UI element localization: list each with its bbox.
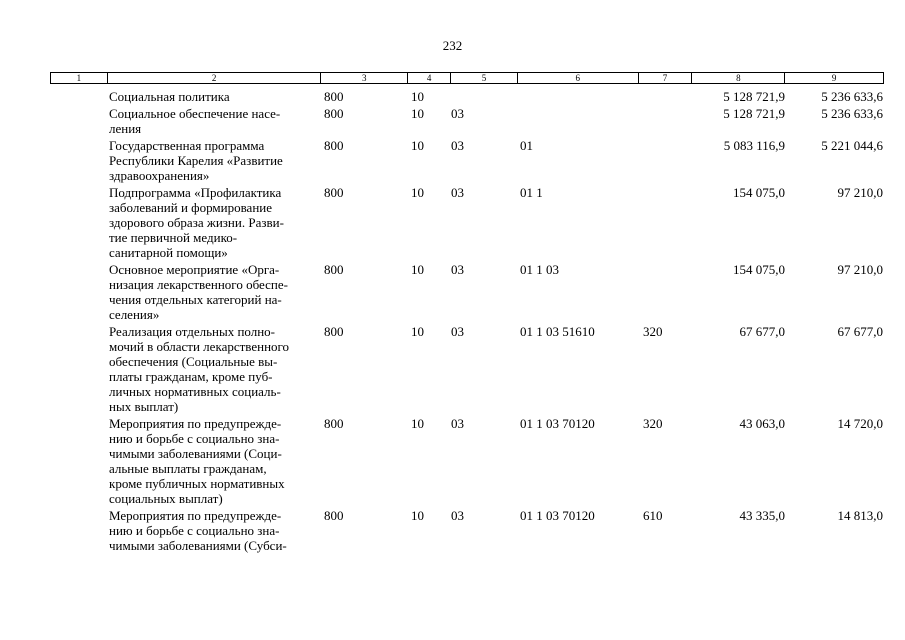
- row-c8: 43 063,0: [739, 416, 785, 431]
- row-c8: 43 335,0: [739, 508, 785, 523]
- header-col-6: 6: [518, 73, 639, 83]
- row-c3: 800: [324, 89, 344, 104]
- table-body: [50, 89, 884, 555]
- row-name-line: нию и борьбе с социально зна-: [109, 431, 280, 446]
- row-name-line: Мероприятия по предупрежде-: [109, 416, 282, 431]
- row-name: [50, 89, 321, 104]
- row-c7: 320: [643, 324, 663, 339]
- row-c7: [639, 185, 693, 260]
- row-name-line: кроме публичных нормативных: [109, 476, 285, 491]
- row-c3: 800: [324, 106, 344, 121]
- row-name-line: здравоохранения»: [109, 168, 210, 183]
- row-name: [50, 138, 321, 183]
- header-col-8: 8: [692, 73, 785, 83]
- row-c7: 610: [643, 508, 663, 523]
- row-name-line: ления: [109, 121, 142, 136]
- table-row: [50, 324, 884, 414]
- row-c5: 03: [451, 508, 464, 523]
- row-c4: 10: [411, 416, 424, 431]
- row-c4: 10: [411, 106, 424, 121]
- row-c6: 01: [520, 138, 533, 153]
- row-c5: 03: [451, 138, 464, 153]
- row-name-line: Мероприятия по предупрежде-: [109, 508, 282, 523]
- row-c3: 800: [324, 185, 344, 200]
- row-c9: 97 210,0: [837, 185, 883, 200]
- row-name-line: заболеваний и формирование: [109, 200, 273, 215]
- row-name: [50, 508, 321, 553]
- row-name-line: личных нормативных социаль-: [109, 384, 281, 399]
- row-c8: 154 075,0: [733, 262, 785, 277]
- row-name-line: чимыми заболеваниями (Соци-: [109, 446, 282, 461]
- row-c9: 5 221 044,6: [821, 138, 883, 153]
- header-col-9: 9: [831, 73, 837, 83]
- row-name-line: тие первичной медико-: [109, 230, 238, 245]
- row-c9: 67 677,0: [837, 324, 883, 339]
- row-c8: 67 677,0: [739, 324, 785, 339]
- row-name-line: низация лекарственного обеспе-: [109, 277, 288, 292]
- row-c4: 10: [411, 262, 424, 277]
- table-header: [50, 72, 884, 84]
- row-c4: 10: [411, 89, 424, 104]
- row-c8: 5 128 721,9: [723, 106, 785, 121]
- row-c6: 01 1 03 70120: [520, 416, 595, 431]
- table-row: [50, 262, 884, 322]
- header-col-5: 5: [451, 73, 518, 83]
- row-name-line: Реализация отдельных полно-: [109, 324, 276, 339]
- row-name-line: альные выплаты гражданам,: [109, 461, 267, 476]
- row-c9: 14 720,0: [837, 416, 883, 431]
- row-name-line: Государственная программа: [109, 138, 265, 153]
- header-col-3: 3: [321, 73, 408, 83]
- row-c6: 01 1: [520, 185, 543, 200]
- row-c5: 03: [451, 185, 464, 200]
- row-c3: 800: [324, 262, 344, 277]
- row-c4: 10: [411, 508, 424, 523]
- row-name: [50, 106, 321, 136]
- header-col-1: 1: [51, 73, 108, 83]
- row-c3: 800: [324, 508, 344, 523]
- header-col-2: 2: [108, 73, 321, 83]
- row-c3: 800: [324, 416, 344, 431]
- row-name: [50, 416, 321, 506]
- row-c6: 01 1 03 70120: [520, 508, 595, 523]
- row-c9: 5 236 633,6: [821, 89, 883, 104]
- row-c6: [518, 89, 639, 104]
- row-name: [50, 324, 321, 414]
- page-number: 232: [442, 38, 463, 53]
- header-col-4: 4: [408, 73, 451, 83]
- row-c6: 01 1 03: [520, 262, 559, 277]
- row-c9: 5 236 633,6: [821, 106, 883, 121]
- row-c8: 5 128 721,9: [723, 89, 785, 104]
- table-row: [50, 508, 884, 553]
- row-c3: 800: [324, 138, 344, 153]
- row-name-line: Социальная политика: [109, 89, 230, 104]
- row-name-line: ных выплат): [109, 399, 179, 414]
- row-name-line: социальных выплат): [109, 491, 223, 506]
- table-row: [50, 138, 884, 183]
- row-name-line: санитарной помощи»: [109, 245, 228, 260]
- table-row: [50, 416, 884, 506]
- row-name-line: селения»: [109, 307, 160, 322]
- table-row: [50, 185, 884, 260]
- header-col-7: 7: [639, 73, 693, 83]
- row-c7: [639, 89, 693, 104]
- row-c7: [639, 262, 693, 322]
- row-name-line: здорового образа жизни. Разви-: [109, 215, 284, 230]
- row-name: [50, 262, 321, 322]
- row-c7: 320: [643, 416, 663, 431]
- table-row: [50, 89, 884, 104]
- row-c8: 154 075,0: [733, 185, 785, 200]
- row-c7: [639, 138, 693, 183]
- row-name-line: платы гражданам, кроме пуб-: [109, 369, 273, 384]
- row-name-line: мочий в области лекарственного: [109, 339, 290, 354]
- row-name-line: Основное мероприятие «Орга-: [109, 262, 280, 277]
- row-name-line: Подпрограмма «Профилактика: [109, 185, 282, 200]
- row-c5: 03: [451, 416, 464, 431]
- row-c6: [518, 106, 639, 136]
- table-row: [50, 106, 884, 136]
- row-c5: [451, 89, 518, 104]
- row-name-line: нию и борьбе с социально зна-: [109, 523, 280, 538]
- row-c9: 14 813,0: [837, 508, 883, 523]
- row-c8: 5 083 116,9: [723, 138, 785, 153]
- row-c4: 10: [411, 185, 424, 200]
- row-name-line: чимыми заболеваниями (Субси-: [109, 538, 287, 553]
- row-c5: 03: [451, 262, 464, 277]
- row-name-line: чения отдельных категорий на-: [109, 292, 282, 307]
- row-name-line: обеспечения (Социальные вы-: [109, 354, 278, 369]
- row-c7: [639, 106, 693, 136]
- row-c4: 10: [411, 138, 424, 153]
- row-c4: 10: [411, 324, 424, 339]
- row-name: [50, 185, 321, 260]
- row-c6: 01 1 03 51610: [520, 324, 595, 339]
- row-c5: 03: [451, 106, 464, 121]
- row-c3: 800: [324, 324, 344, 339]
- row-name-line: Социальное обеспечение насе-: [109, 106, 281, 121]
- row-c9: 97 210,0: [837, 262, 883, 277]
- row-c5: 03: [451, 324, 464, 339]
- row-name-line: Республики Карелия «Развитие: [109, 153, 283, 168]
